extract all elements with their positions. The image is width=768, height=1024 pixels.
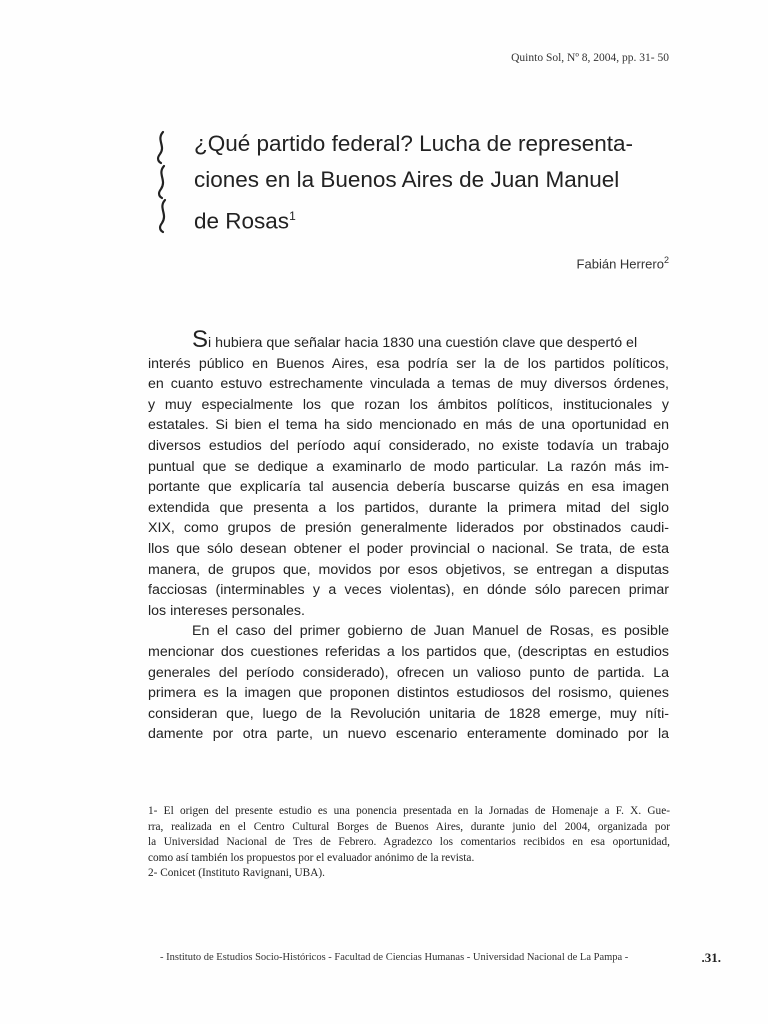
footnote-ref-2[interactable]: 2 [663, 255, 669, 265]
footnote-line: la Universidad Nacional de Tres de Febrero. Agradezco los comentarios recibidos en esa oportunidad, [148, 836, 670, 848]
body-line: interés público en Buenos Aires, esa podría ser la de los partidos políticos, [148, 355, 669, 372]
body-line: los intereses personales. [148, 602, 305, 619]
body-line: consideran que, luego de la Revolución unitaria de 1828 emerge, muy níti- [148, 705, 669, 722]
footnote-line: 1- El origen del presente estudio es una ponencia presentada en la Jornadas de Homenaje a F. X. Gue- [148, 805, 670, 817]
body-line: llos que sólo desean obtener el poder provincial o nacional. Se trata, de esta [148, 540, 669, 557]
footnote-line: como así también los propuestos por el evaluador anónimo de la revista. [148, 851, 475, 864]
author-name: Fabián Herrero$^2$ [576, 255, 669, 272]
title-line: ciones en la Buenos Aires de Juan Manuel [194, 167, 620, 192]
body-line: portante que explicaría tal ausencia debería buscarse quizás en esa imagen [148, 479, 669, 496]
body-line: extendida que presenta a los partidos, durante la primera mitad del siglo [148, 499, 669, 516]
body-line: y muy especialmente los que rozan los ámbitos políticos, institucionales y [148, 396, 669, 413]
body-line: XIX, como grupos de presión generalmente liderados por obstinados caudi- [148, 520, 669, 537]
body-line: mencionar dos cuestiones referidas a los partidos que, (descriptas en estudios [148, 643, 669, 660]
footnotes [148, 804, 670, 882]
title-line: de Rosas$^1$ [194, 208, 296, 234]
paragraph-first-line: En el caso del primer gobierno de Juan Manuel de Rosas, es posible [192, 623, 669, 640]
body-line: damente por otra parte, un nuevo escenario enteramente dominado por la [148, 726, 669, 743]
body-line: estatales. Si bien el tema ha sido mencionado en más de una oportunidad en [148, 417, 669, 434]
article-body [148, 326, 669, 745]
body-line: en cuanto estuvo estrechamente vinculada a temas de muy diversos órdenes, [148, 376, 669, 393]
footnote-2: 2- Conicet (Instituto Ravignani, UBA). [148, 867, 325, 879]
body-line: primera es la imagen que proponen distintos estudiosos del rosismo, quienes [148, 685, 669, 702]
footer-institution: - Instituto de Estudios Socio-Históricos - Facultad de Ciencias Humanas - Universidad Nacional de La Pampa - [160, 952, 629, 963]
body-line: diversos estudios del período aquí considerado, no existe todavía un trabajo [148, 437, 669, 454]
title-line: ¿Qué partido federal? Lucha de representa- [194, 131, 634, 156]
decorative-ornament [150, 128, 180, 234]
body-line: generales del período considerado), ofrecen un valioso punto de partida. La [148, 664, 669, 681]
footnote-ref-1[interactable]: 1 [289, 209, 296, 223]
body-line: manera, de grupos que, movidos por esos objetivos, se entregan a disputas [148, 561, 669, 578]
footnote-line: rra, realizada en el Centro Cultural Borges de Buenos Aires, durante junio del 2004, organizada por [148, 820, 670, 833]
drop-cap: S [192, 326, 209, 353]
page-number: .31. [701, 950, 721, 965]
article-title [194, 126, 670, 240]
paragraph-first-line: Si hubiera que señalar hacia 1830 una cuestión clave que despertó el [192, 326, 638, 353]
body-line: facciosas (interminables y a veces violentas), en dónde sólo parecen primar [148, 582, 669, 599]
journal-citation: Quinto Sol, Nº 8, 2004, pp. 31- 50 [511, 52, 669, 64]
body-line: puntual que se dedique a examinarlo de modo particular. La razón más im- [148, 458, 669, 475]
